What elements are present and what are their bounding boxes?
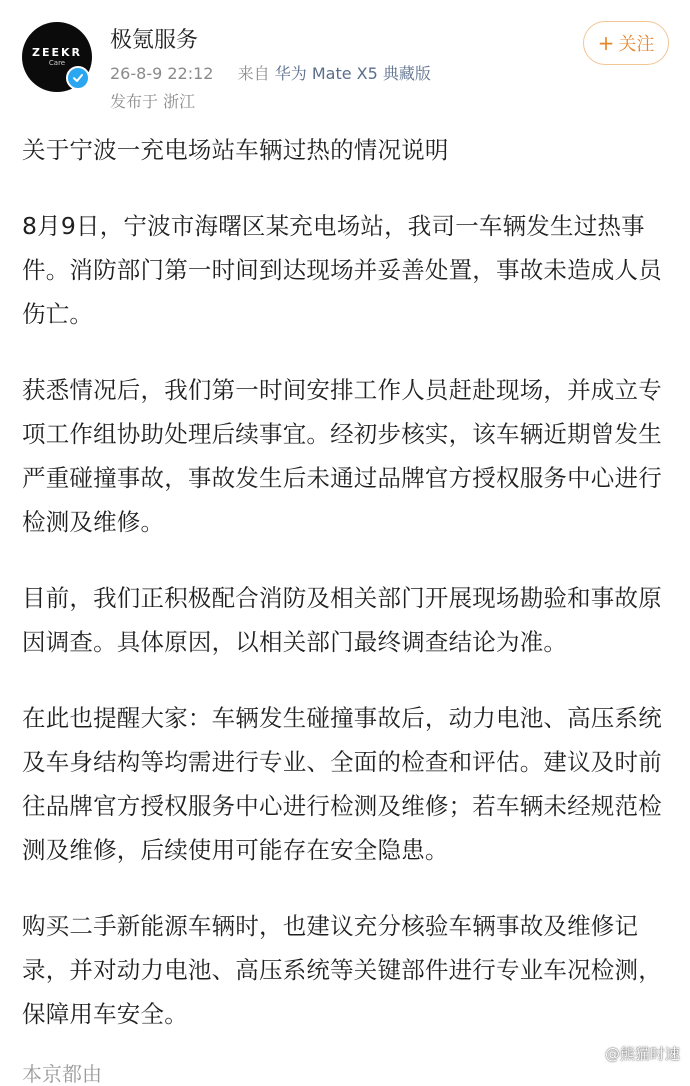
post-body [22,128,662,1036]
post-header [0,0,690,118]
watermark-text: @熊猫时速 [604,1045,680,1063]
watermark [581,1043,680,1064]
source-device[interactable]: 华为 Mate X5 典藏版 [274,64,431,83]
source-prefix: 来自 [237,64,270,83]
article-paragraph-3: 目前，我们正积极配合消防及相关部门开展现场勘验和事故原因调查。具体原因，以相关部门最终调查结论为准。 [22,584,662,656]
verified-check-icon [66,66,90,90]
post-timestamp: 26-8-9 22:12 [110,64,214,83]
post-location: 发布于 浙江 [110,92,196,111]
post-meta [110,63,431,85]
article-paragraph-5: 购买二手新能源车辆时，也建议充分核验车辆事故及维修记录，并对动力电池、高压系统等关键部件进行专业车况检测，保障用车安全。 [22,912,662,1028]
avatar-sub-text: Care [48,58,66,67]
article-paragraph-4: 在此也提醒大家：车辆发生碰撞事故后，动力电池、高压系统及车身结构等均需进行专业、全面的检查和评估。建议及时前往品牌官方授权服务中心进行检测及维修；若车辆未经规范检测及维修，后续使用可能存在安全隐患。 [22,704,662,864]
avatar-brand-text: ZEEKR [32,45,82,59]
article-title: 关于宁波一充电场站车辆过热的情况说明 [22,136,449,164]
weibo-logo-icon [581,1045,601,1063]
plus-icon: + [597,31,615,55]
cut-off-text: 本京都由 [22,1062,102,1086]
follow-label: 关注 [618,34,655,55]
follow-button[interactable] [583,21,669,65]
article-paragraph-1: 8月9日，宁波市海曙区某充电场站，我司一车辆发生过热事件。消防部门第一时间到达现场并妥善处置，事故未造成人员伤亡。 [22,212,662,328]
article-paragraph-2: 获悉情况后，我们第一时间安排工作人员赶赴现场，并成立专项工作组协助处理后续事宜。经初步核实，该车辆近期曾发生严重碰撞事故，事故发生后未通过品牌官方授权服务中心进行检测及维修。 [22,376,662,536]
account-name[interactable]: 极氪服务 [110,28,199,53]
